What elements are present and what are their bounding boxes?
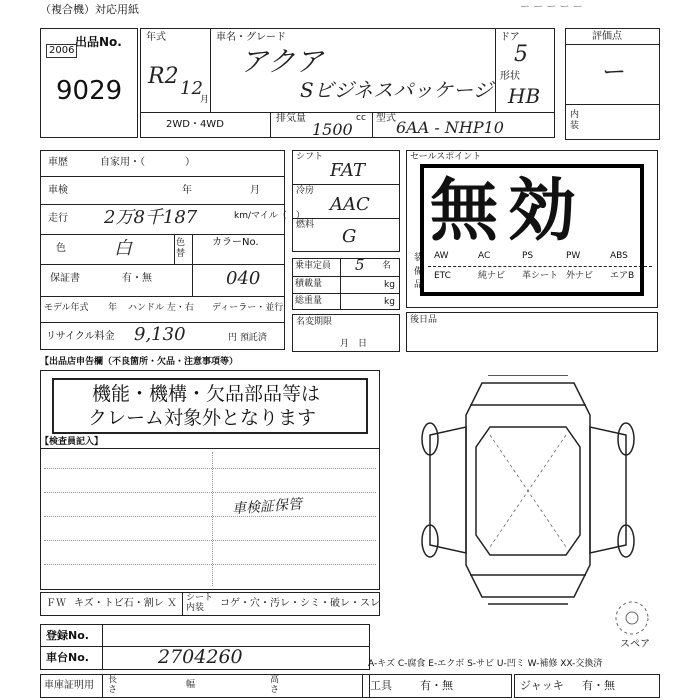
- spare-label: スペア: [620, 639, 650, 650]
- displacement-label: 排気量: [276, 113, 306, 124]
- ac-value: AAC: [330, 194, 370, 215]
- capacity-label: 乗車定員: [295, 261, 332, 271]
- seat-label: シート内装: [186, 593, 214, 613]
- fuel-value: G: [342, 226, 357, 247]
- name-change-label: 名変期限: [296, 317, 333, 327]
- history-value: 自家用・（ ）: [100, 157, 195, 168]
- load-label: 積載量: [295, 279, 323, 289]
- spare-tire-icon: [612, 598, 652, 638]
- reg-label: 登録No.: [46, 629, 89, 642]
- cert-label: 車庫証明用: [44, 680, 94, 691]
- shift-label: シフト: [296, 152, 324, 162]
- inspector-label: 【検査員記入】: [40, 437, 104, 447]
- inspection-year: 年: [182, 185, 192, 196]
- color-value: 白: [114, 238, 132, 259]
- equip-item: ABS: [610, 251, 628, 261]
- year-label: 年式: [146, 32, 166, 43]
- name-change-unit: 月 日: [340, 339, 368, 349]
- car-name: アクア: [240, 45, 324, 78]
- jack-label: ジャッキ: [520, 679, 564, 692]
- drive-type: 2WD・4WD: [166, 119, 224, 130]
- door-count: 5: [514, 42, 528, 67]
- model-label: 型式: [376, 113, 396, 124]
- tools-label: 工具: [370, 679, 392, 692]
- capacity-unit: 名: [382, 261, 392, 271]
- notice-section-label: 【出品店申告欄（不良箇所・欠品・注意事項等）: [40, 357, 239, 367]
- recycle-label: リサイクル料金: [46, 331, 115, 342]
- load-unit: kg: [384, 280, 395, 290]
- equip-item: エアB: [610, 271, 635, 281]
- lot-stamp: 2006: [46, 44, 77, 58]
- equip-item: ETC: [434, 271, 451, 281]
- lot-number: 9029: [56, 76, 123, 106]
- void-stamp-text: 無効: [430, 172, 587, 251]
- inspection-label: 車検: [48, 185, 68, 196]
- handle-label: ハンドル 左・右: [128, 303, 194, 313]
- shape-value: HB: [508, 84, 541, 108]
- fw-label: ＦＷ: [46, 598, 66, 609]
- recycle-unit: 円 預託済: [228, 333, 267, 343]
- height-label: 高さ: [270, 675, 280, 695]
- form-header: （複合機）対応用紙: [40, 3, 139, 16]
- month-mark: 月: [200, 95, 210, 105]
- dealer-label: ディーラー・並行: [212, 303, 284, 313]
- mileage-label: 走行: [48, 213, 68, 224]
- model-value: 6AA - NHP10: [396, 118, 504, 137]
- name-label: 車名・グレード: [216, 32, 286, 43]
- length-label: 長さ: [108, 675, 118, 695]
- door-label: ドア: [500, 32, 520, 43]
- equip-item: PS: [522, 251, 534, 261]
- chassis-value: 2704260: [158, 646, 243, 668]
- score-label: 評価点: [592, 31, 622, 42]
- displacement-value: 1500: [312, 120, 353, 139]
- warranty-label: 保証書: [50, 273, 80, 284]
- shape-label: 形状: [500, 71, 520, 82]
- warranty-value: 有・無: [122, 273, 152, 284]
- seat-value: コゲ・穴・汚レ・シミ・破レ・スレ: [220, 598, 380, 609]
- lot-label: 出品No.: [75, 35, 122, 49]
- gross-label: 総重量: [295, 296, 323, 306]
- mileage-value: 2万8千187: [104, 207, 198, 228]
- form-header-right: ー ー ー ー ー: [520, 2, 583, 13]
- fuel-label: 燃料: [296, 220, 315, 230]
- gross-unit: kg: [384, 297, 395, 307]
- after-label: 後日品: [410, 315, 438, 325]
- details-box: [40, 150, 285, 350]
- claim-line-1: 機能・機構・欠品部品等は: [92, 383, 321, 405]
- chassis-label: 車台No.: [46, 651, 89, 664]
- equip-item: 純ナビ: [478, 271, 506, 281]
- mileage-unit: km/マイル（ ）: [234, 211, 305, 221]
- model-year-label: モデル年式: [44, 303, 89, 313]
- equip-item: AW: [434, 251, 449, 261]
- inspector-note: 車検証保管: [231, 496, 303, 518]
- width-label: 幅: [186, 680, 196, 690]
- fw-value: キズ・トビ石・割レ Ｘ: [74, 598, 177, 609]
- ac-label: 冷房: [296, 186, 315, 196]
- car-grade: Sビジネスパッケージ: [300, 78, 493, 102]
- claim-line-2: クレーム対象外となります: [88, 407, 317, 429]
- recycle-value: 9,130: [134, 324, 186, 345]
- interior-label: 内装: [570, 110, 580, 131]
- model-year-unit: 年: [108, 303, 118, 313]
- after-box: [406, 312, 658, 352]
- color-no-value: 040: [226, 268, 261, 289]
- score-value: ー: [600, 58, 624, 86]
- shift-value: FAT: [330, 160, 365, 181]
- equip-item: AC: [478, 251, 491, 261]
- color-label: 色: [56, 243, 66, 254]
- equip-item: 革シート: [522, 271, 559, 281]
- tools-value: 有・無: [420, 679, 453, 692]
- history-label: 車歴: [48, 157, 68, 168]
- year-era: R2: [148, 64, 179, 89]
- capacity-value: 5: [355, 256, 365, 274]
- equip-item: PW: [566, 251, 581, 261]
- year-month: 12: [180, 78, 203, 99]
- inspection-month: 月: [250, 185, 260, 196]
- car-diagram: [410, 375, 650, 605]
- cc-unit: cc: [356, 113, 366, 123]
- equip-label: 装備品: [414, 253, 424, 290]
- damage-legend: A-キズ C-腐食 E-エクボ S-サビ U-凹ミ W-補修 XX-交換済: [368, 659, 603, 669]
- color-no-label: カラーNo.: [212, 237, 259, 248]
- jack-value: 有・無: [582, 679, 615, 692]
- equip-item: 外ナビ: [566, 271, 594, 281]
- sales-label: セールスポイント: [410, 152, 482, 162]
- color-change-label: 色替: [176, 238, 186, 259]
